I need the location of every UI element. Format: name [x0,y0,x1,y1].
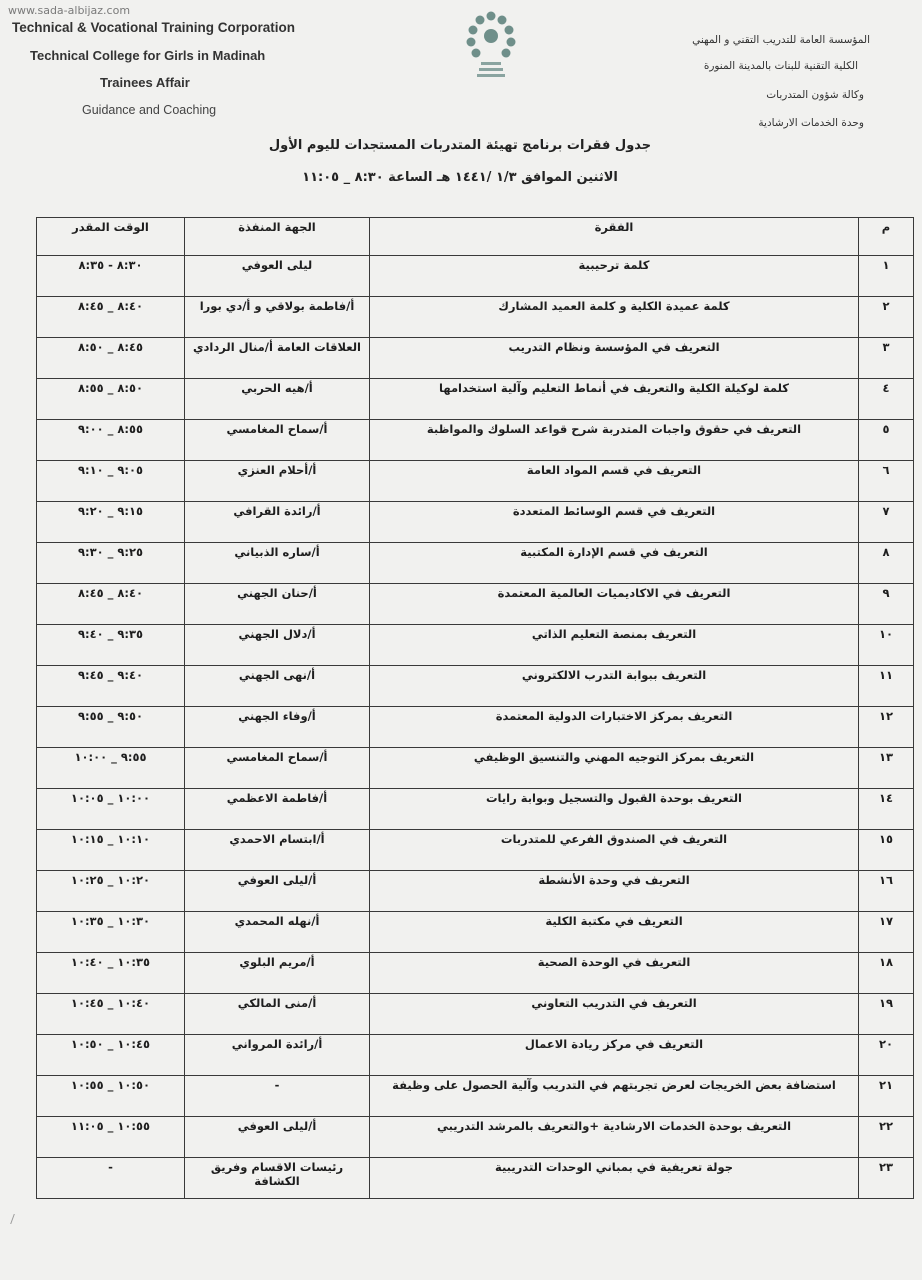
row-executor: أ/ليلى العوفي [185,1117,370,1158]
row-executor: أ/دلال الجهني [185,625,370,666]
row-time: ٩:٠٥ _ ٩:١٠ [37,461,185,502]
header-executor: الجهة المنفذة [185,218,370,256]
row-executor: أ/مريم البلوي [185,953,370,994]
letterhead-unit-ar: وحدة الخدمات الارشادية [758,117,864,129]
row-executor: أ/رائدة المرواني [185,1035,370,1076]
row-time: ١٠:٠٠ _ ١٠:٠٥ [37,789,185,830]
row-number: ٢١ [859,1076,914,1117]
row-item: التعريف بمركز التوجيه المهني والتنسيق الوظيفي [370,748,859,789]
row-number: ٢٣ [859,1158,914,1199]
row-time: ٨:٤٠ _ ٨:٤٥ [37,297,185,338]
row-item: التعريف في الاكاديميات العالمية المعتمدة [370,584,859,625]
row-item: التعريف في مكتبة الكلية [370,912,859,953]
row-executor: أ/فاطمة بولاقي و أ/دي بورا [185,297,370,338]
row-time: ٨:٥٥ _ ٩:٠٠ [37,420,185,461]
table-row [37,1035,914,1076]
row-executor: أ/فاطمة الاعظمي [185,789,370,830]
row-time: ٨:٤٠ _ ٨:٤٥ [37,584,185,625]
row-time: ١٠:٥٥ _ ١١:٠٥ [37,1117,185,1158]
row-item: التعريف بوحدة الخدمات الارشادية +والتعريف بالمرشد التدريبي [370,1117,859,1158]
row-item: كلمة ترحيبية [370,256,859,297]
row-time: ٩:٤٠ _ ٩:٤٥ [37,666,185,707]
table-row [37,461,914,502]
table-row [37,1158,914,1199]
table-row [37,666,914,707]
header-item: الفقرة [370,218,859,256]
row-executor: أ/سماح المغامسي [185,748,370,789]
row-number: ١٢ [859,707,914,748]
row-executor: أ/نهى الجهني [185,666,370,707]
row-item: كلمة عميدة الكلية و كلمة العميد المشارك [370,297,859,338]
row-time: ١٠:١٠ _ ١٠:١٥ [37,830,185,871]
row-number: ٢ [859,297,914,338]
row-number: ١ [859,256,914,297]
header-number: م [859,218,914,256]
row-executor: - [185,1076,370,1117]
table-row [37,543,914,584]
letterhead-corporation-ar: المؤسسة العامة للتدريب التقني و المهني [692,34,870,46]
row-time: ٩:٥٠ _ ٩:٥٥ [37,707,185,748]
row-executor: أ/ساره الذبياني [185,543,370,584]
row-time: ١٠:٤٠ _ ١٠:٤٥ [37,994,185,1035]
table-row [37,297,914,338]
row-item: التعريف بمركز الاختبارات الدولية المعتمدة [370,707,859,748]
row-number: ١٥ [859,830,914,871]
row-number: ١١ [859,666,914,707]
row-time: ١٠:٤٥ _ ١٠:٥٠ [37,1035,185,1076]
row-executor: أ/ليلى العوفي [185,871,370,912]
row-number: ١٣ [859,748,914,789]
table-row [37,502,914,543]
row-item: جولة تعريفية في بمباني الوحدات التدريبية [370,1158,859,1199]
letterhead-college-ar: الكلية التقنية للبنات بالمدينة المنورة [703,60,858,72]
row-time: ١٠:٣٠ _ ١٠:٣٥ [37,912,185,953]
paper-mark [10,1214,19,1224]
row-number: ٢٢ [859,1117,914,1158]
row-time: ٩:٣٥ _ ٩:٤٠ [37,625,185,666]
header-time: الوقت المقدر [37,218,185,256]
row-time: ١٠:٥٠ _ ١٠:٥٥ [37,1076,185,1117]
row-executor: ليلى العوفي [185,256,370,297]
row-executor: أ/منى المالكي [185,994,370,1035]
row-time: ٩:٢٥ _ ٩:٣٠ [37,543,185,584]
row-item: استضافة بعض الخريجات لعرض تجربتهم في التدريب وآلية الحصول على وظيفة [370,1076,859,1117]
row-executor: أ/وفاء الجهني [185,707,370,748]
table-row [37,707,914,748]
row-time: ٩:١٥ _ ٩:٢٠ [37,502,185,543]
row-time: ١٠:٢٠ _ ١٠:٢٥ [37,871,185,912]
table-row [37,420,914,461]
letterhead-department-ar: وكالة شؤون المتدربات [766,89,864,101]
table-row [37,871,914,912]
row-number: ٧ [859,502,914,543]
table-row [37,994,914,1035]
table-row [37,830,914,871]
row-number: ١٦ [859,871,914,912]
row-number: ١٧ [859,912,914,953]
row-number: ١٠ [859,625,914,666]
row-executor: أ/رائدة القرافي [185,502,370,543]
table-row [37,1076,914,1117]
row-executor: أ/حنان الجهني [185,584,370,625]
row-item: التعريف ببوابة التدرب الالكتروني [370,666,859,707]
row-time: ٨:٤٥ _ ٨:٥٠ [37,338,185,379]
row-item: التعريف في مركز ريادة الاعمال [370,1035,859,1076]
table-row [37,379,914,420]
page-title: جدول فقرات برنامج تهيئة المتدربات المستجدات لليوم الأول [268,138,652,153]
row-number: ١٩ [859,994,914,1035]
row-item: التعريف بمنصة التعليم الذاتي [370,625,859,666]
row-executor: أ/أحلام العنزي [185,461,370,502]
letterhead-unit: Guidance and Coaching [82,103,217,117]
watermark: www.sada-albijaz.com [8,4,131,17]
row-number: ٤ [859,379,914,420]
row-item: التعريف في الوحدة الصحية [370,953,859,994]
row-executor: أ/هيه الحربي [185,379,370,420]
table-row [37,338,914,379]
row-executor: أ/ابتسام الاحمدي [185,830,370,871]
table-row [37,1117,914,1158]
row-number: ١٨ [859,953,914,994]
row-item: التعريف بوحدة القبول والتسجيل وبوابة رايات [370,789,859,830]
row-time: ١٠:٣٥ _ ١٠:٤٠ [37,953,185,994]
letterhead-corporation: Technical & Vocational Training Corporation [12,20,296,35]
row-time: ٩:٥٥ _ ١٠:٠٠ [37,748,185,789]
row-number: ٣ [859,338,914,379]
table-row [37,256,914,297]
row-executor: أ/نهله المحمدي [185,912,370,953]
letterhead-college: Technical College for Girls in Madinah [30,48,266,63]
table-row [37,625,914,666]
row-executor: رئيسات الاقسام وفريق الكشافة [185,1158,370,1199]
row-executor: أ/سماح المغامسي [185,420,370,461]
table-row [37,789,914,830]
row-number: ٢٠ [859,1035,914,1076]
row-executor: العلاقات العامة أ/منال الردادي [185,338,370,379]
schedule-table [36,217,914,1199]
row-item: التعريف في حقوق واجبات المتدربة شرح قواعد السلوك والمواظبة [370,420,859,461]
table-row [37,748,914,789]
row-item: التعريف في قسم الإدارة المكتبية [370,543,859,584]
table-header-row [37,218,914,256]
table-row [37,584,914,625]
row-time: - [37,1158,185,1199]
row-number: ٨ [859,543,914,584]
table-row [37,912,914,953]
corporation-logo-icon [459,10,523,82]
letterhead-department: Trainees Affair [100,75,190,90]
row-number: ٩ [859,584,914,625]
date-time-line: الاثنين الموافق ١/٣ /١٤٤١ هـ الساعة ٨:٣٠ _ ١١:٠٥ [302,170,618,185]
row-number: ١٤ [859,789,914,830]
row-number: ٦ [859,461,914,502]
row-item: التعريف في قسم المواد العامة [370,461,859,502]
row-number: ٥ [859,420,914,461]
row-item: التعريف في قسم الوسائط المتعددة [370,502,859,543]
row-item: كلمة لوكيلة الكلية والتعريف في أنماط التعليم وآلية استخدامها [370,379,859,420]
row-item: التعريف في وحدة الأنشطة [370,871,859,912]
row-time: ٨:٥٠ _ ٨:٥٥ [37,379,185,420]
row-item: التعريف في الصندوق الفرعي للمتدربات [370,830,859,871]
table-row [37,953,914,994]
row-item: التعريف في المؤسسة ونظام التدريب [370,338,859,379]
row-time: ٨:٣٠ - ٨:٣٥ [37,256,185,297]
row-item: التعريف في التدريب التعاوني [370,994,859,1035]
